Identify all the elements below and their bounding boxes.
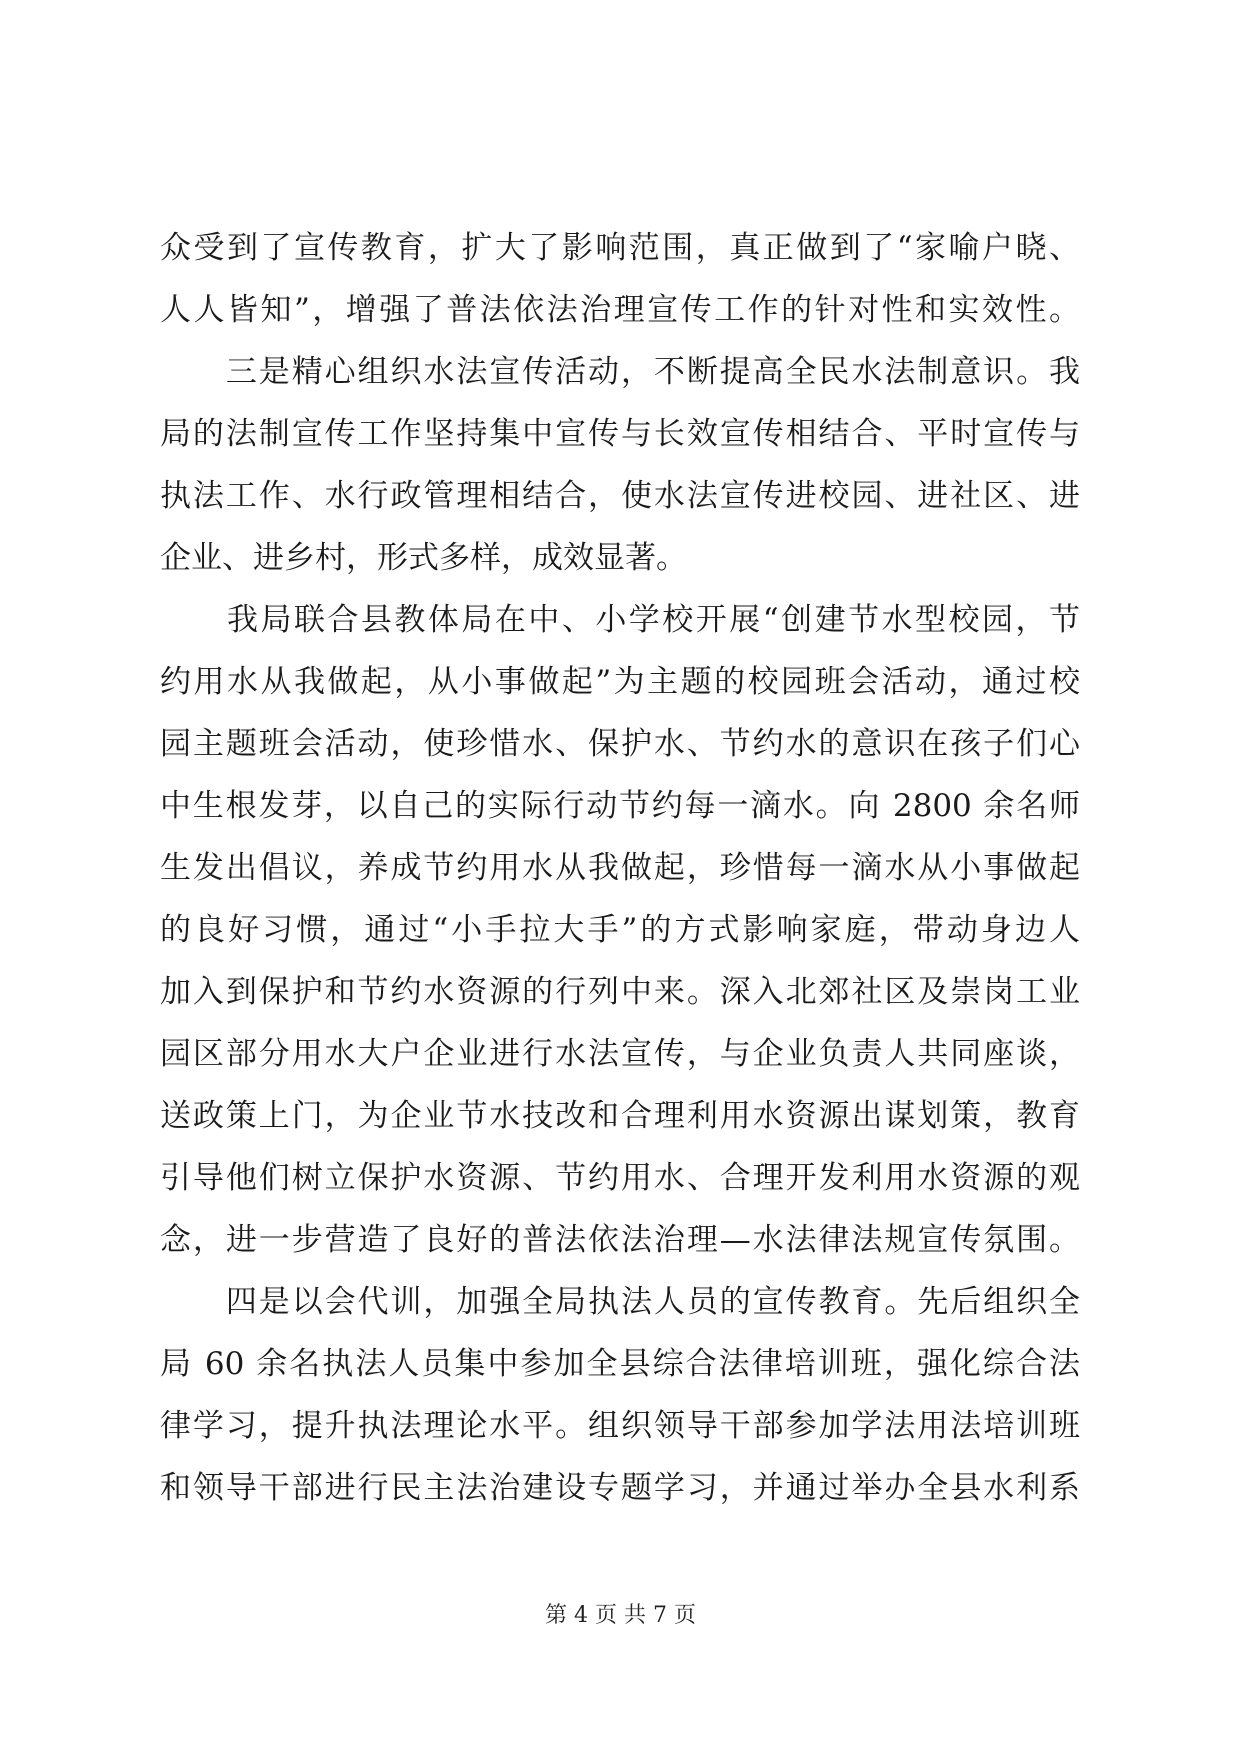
text-line: 和领导干部进行民主法治建设专题学习，并通过举办全县水利系 [160,1470,1080,1506]
text-line: 众受到了宣传教育，扩大了影响范围，真正做到了“家喻户晓、 [160,230,1080,266]
text-line: 四是以会代训，加强全局执法人员的宣传教育。先后组织全 [160,1284,1080,1320]
text-line: 律学习，提升执法理论水平。组织领导干部参加学法用法培训班 [160,1408,1080,1444]
text-line: 引导他们树立保护水资源、节约用水、合理开发利用水资源的观 [160,1160,1080,1196]
text-line: 约用水从我做起，从小事做起”为主题的校园班会活动，通过校 [160,664,1080,700]
text-line: 的良好习惯，通过“小手拉大手”的方式影响家庭，带动身边人 [160,912,1080,948]
text-line: 执法工作、水行政管理相结合，使水法宣传进校园、进社区、进 [160,478,1080,514]
text-line: 企业、进乡村，形式多样，成效显著。 [160,540,687,576]
text-line: 园主题班会活动，使珍惜水、保护水、节约水的意识在孩子们心 [160,726,1080,762]
text-line: 园区部分用水大户企业进行水法宣传，与企业负责人共同座谈， [160,1036,1080,1072]
text-line: 加入到保护和节约水资源的行列中来。深入北郊社区及崇岗工业 [160,974,1080,1010]
text-line: 局 60 余名执法人员集中参加全县综合法律培训班，强化综合法 [160,1346,1080,1382]
text-line: 三是精心组织水法宣传活动，不断提高全民水法制意识。我 [160,354,1080,390]
text-line: 我局联合县教体局在中、小学校开展“创建节水型校园，节 [160,602,1080,638]
text-line: 送政策上门，为企业节水技改和合理利用水资源出谋划策，教育 [160,1098,1080,1134]
text-line: 中生根发芽，以自己的实际行动节约每一滴水。向 2800 余名师 [160,788,1080,824]
text-line: 念，进一步营造了良好的普法依法治理—水法律法规宣传氛围。 [160,1222,1080,1258]
text-line: 局的法制宣传工作坚持集中宣传与长效宣传相结合、平时宣传与 [160,416,1080,452]
text-line: 人人皆知”，增强了普法依法治理宣传工作的针对性和实效性。 [160,292,1080,328]
text-line: 生发出倡议，养成节约用水从我做起，珍惜每一滴水从小事做起 [160,850,1080,886]
page-number: 第 4 页 共 7 页 [545,1603,696,1628]
